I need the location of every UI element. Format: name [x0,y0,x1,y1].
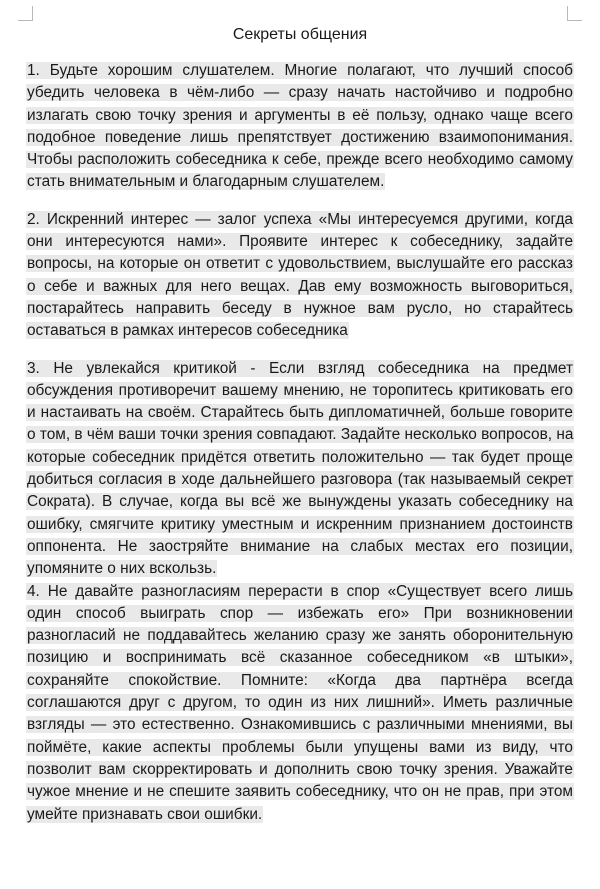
paragraph-3-text: 3. Не увлекайся критикой - Если взгляд собеседника на предмет обсуждения противоречит вашему мнению, не торопитесь критиковать его и настаивать на своём. Старайтесь быть дипломатичней, больше говорите о том, в чём ваши точки зрения совпадают. Задайте несколько вопросов, на которые собеседник придётся ответить положительно — так будет проще добиться согласия в ходе дальнейшего разговора (так называемый секрет Сократа). В случае, когда вы всё же вынуждены указать собеседнику на ошибку, смягчите критику уместным и искренним признанием достоинств оппонента. Не заостряйте внимание на слабых местах его позиции, упомяните о них вскользь. [27,359,574,578]
crop-mark-top-left [18,6,33,21]
crop-mark-top-right [567,6,582,21]
paragraph-4-text: 4. Не давайте разногласиям перерасти в спор «Существует всего лишь один способ выиграть спор — избежать его» При возникновении разногласий не поддавайтесь желанию сразу же занять оборонительную позицию и воспринимать всё сказанное собеседником «в штыки», сохраняйте спокойствие. Помните: «Когда два партнёра всегда соглашаются друг с другом, то один из них лишний». Иметь различные взгляды — это естественно. Ознакомившись с различными мнениями, вы поймёте, какие аспекты проблемы были упущены вами из виду, что позволит вам скорректировать и дополнить свою точку зрения. Уважайте чужое мнение и не спешите заявить собеседнику, что он не прав, при этом умейте признавать свои ошибки. [27,582,573,823]
paragraph-1 [26,60,574,194]
page-title: Секреты общения [232,26,368,43]
paragraph-2 [26,209,574,343]
paragraph-2-text: 2. Искренний интерес — залог успеха «Мы интересуемся другими, когда они интересуются нами». Проявите интерес к собеседнику, задайте вопросы, на которые он ответит с удовольствием, выслушайте его рассказ о себе и важных для него вещах. Дав ему возможность выговориться, постарайтесь направить беседу в нужное вам русло, но старайтесь оставаться в рамках интересов собеседника [27,210,573,340]
paragraph-3 [26,358,574,581]
paragraph-4 [26,581,574,826]
document-body [26,60,574,826]
paragraph-1-text: 1. Будьте хорошим слушателем. Многие полагают, что лучший способ убедить человека в чём-либо — сразу начать настойчиво и подробно излагать свою точку зрения и аргументы в её пользу, однако чаще всего подобное поведение лишь препятствует достижению взаимопонимания. Чтобы расположить собеседника к себе, прежде всего необходимо самому стать внимательным и благодарным слушателем. [27,62,573,191]
